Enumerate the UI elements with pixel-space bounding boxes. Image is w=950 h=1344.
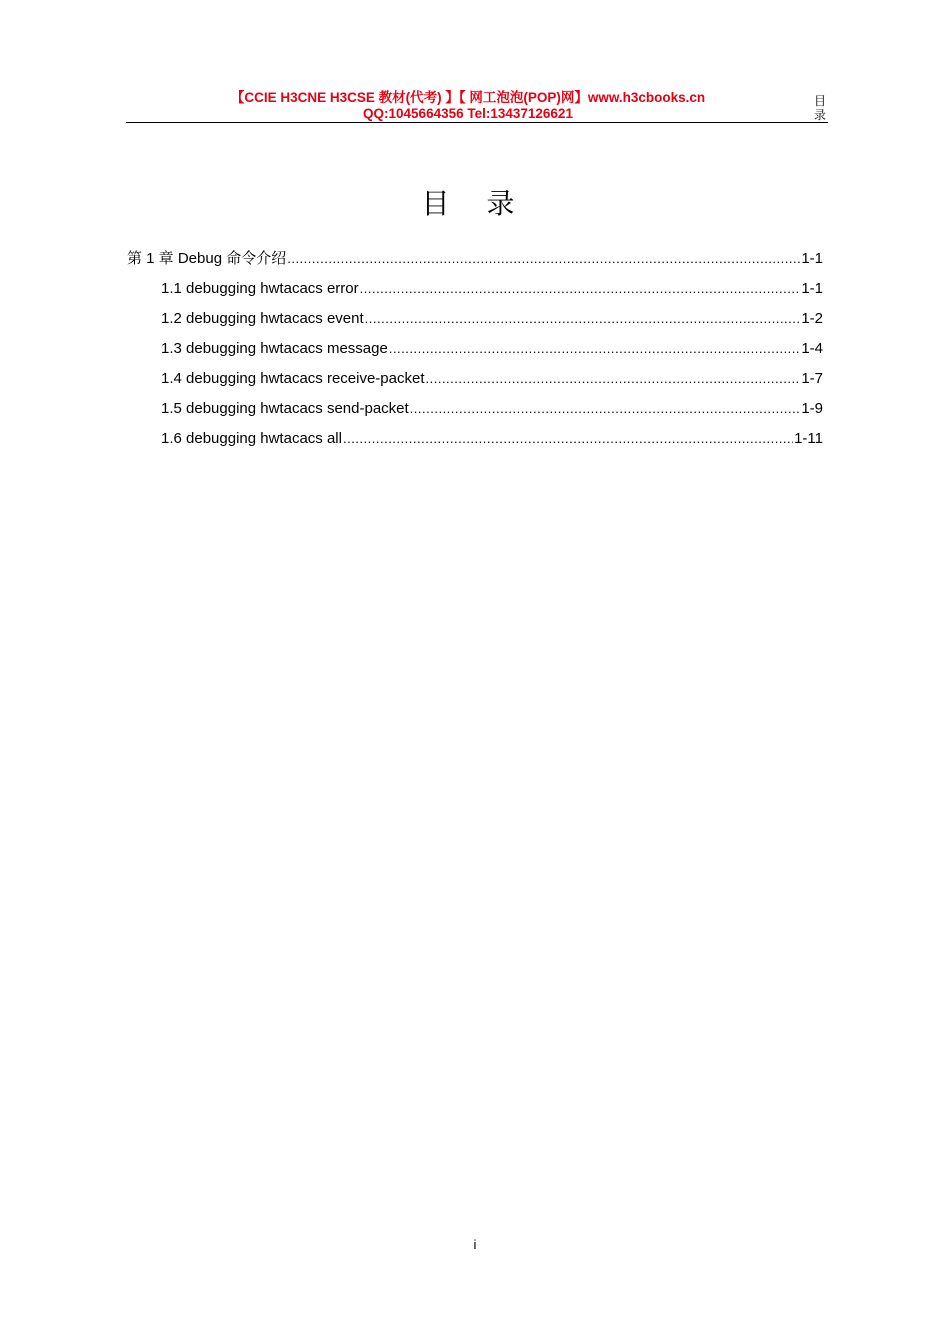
toc-leader-dots <box>287 248 800 270</box>
toc-entry[interactable] <box>127 278 823 308</box>
toc-entry-label: 1.1 debugging hwtacacs error <box>161 280 359 297</box>
header-ad-line-2: QQ:1045664356 Tel:13437126621 <box>363 106 573 121</box>
toc-chapter-entry[interactable] <box>127 248 823 278</box>
toc-entry-label: 1.4 debugging hwtacacs receive-packet <box>161 370 425 387</box>
header-rule <box>126 122 828 123</box>
toc-entry-label: 1.5 debugging hwtacacs send-packet <box>161 400 409 417</box>
toc-leader-dots <box>360 278 801 300</box>
toc-entry-page: 1-11 <box>794 430 823 447</box>
toc-entry-label: 第 1 章 Debug 命令介绍 <box>127 250 287 267</box>
toc-leader-dots <box>343 428 793 450</box>
toc-entry-page: 1-4 <box>801 340 823 357</box>
toc-entry-page: 1-1 <box>801 250 823 267</box>
toc-leader-dots <box>410 398 801 420</box>
toc-entry-label: 1.2 debugging hwtacacs event <box>161 310 364 327</box>
toc-leader-dots <box>426 368 801 390</box>
toc-entry-page: 1-7 <box>801 370 823 387</box>
toc-entry[interactable] <box>127 398 823 428</box>
toc-leader-dots <box>365 308 801 330</box>
toc-entry-label: 1.6 debugging hwtacacs all <box>161 430 342 447</box>
table-of-contents <box>127 248 823 458</box>
page-number: i <box>473 1237 477 1252</box>
toc-entry-label: 1.3 debugging hwtacacs message <box>161 340 388 357</box>
toc-entry-page: 1-2 <box>801 310 823 327</box>
page-title: 目 录 <box>421 187 529 220</box>
header-section-label: 目录 <box>813 94 826 122</box>
header-ad-line-1: 【CCIE H3CNE H3CSE 教材(代考) 】【 网工泡泡(POP)网】www.h3cbooks.cn <box>230 90 706 105</box>
toc-entry[interactable] <box>127 428 823 458</box>
toc-leader-dots <box>389 338 800 360</box>
toc-entry[interactable] <box>127 308 823 338</box>
toc-entry[interactable] <box>127 338 823 368</box>
toc-entry-page: 1-1 <box>801 280 823 297</box>
toc-entry-page: 1-9 <box>801 400 823 417</box>
header-advertisement <box>126 90 810 122</box>
toc-entry[interactable] <box>127 368 823 398</box>
